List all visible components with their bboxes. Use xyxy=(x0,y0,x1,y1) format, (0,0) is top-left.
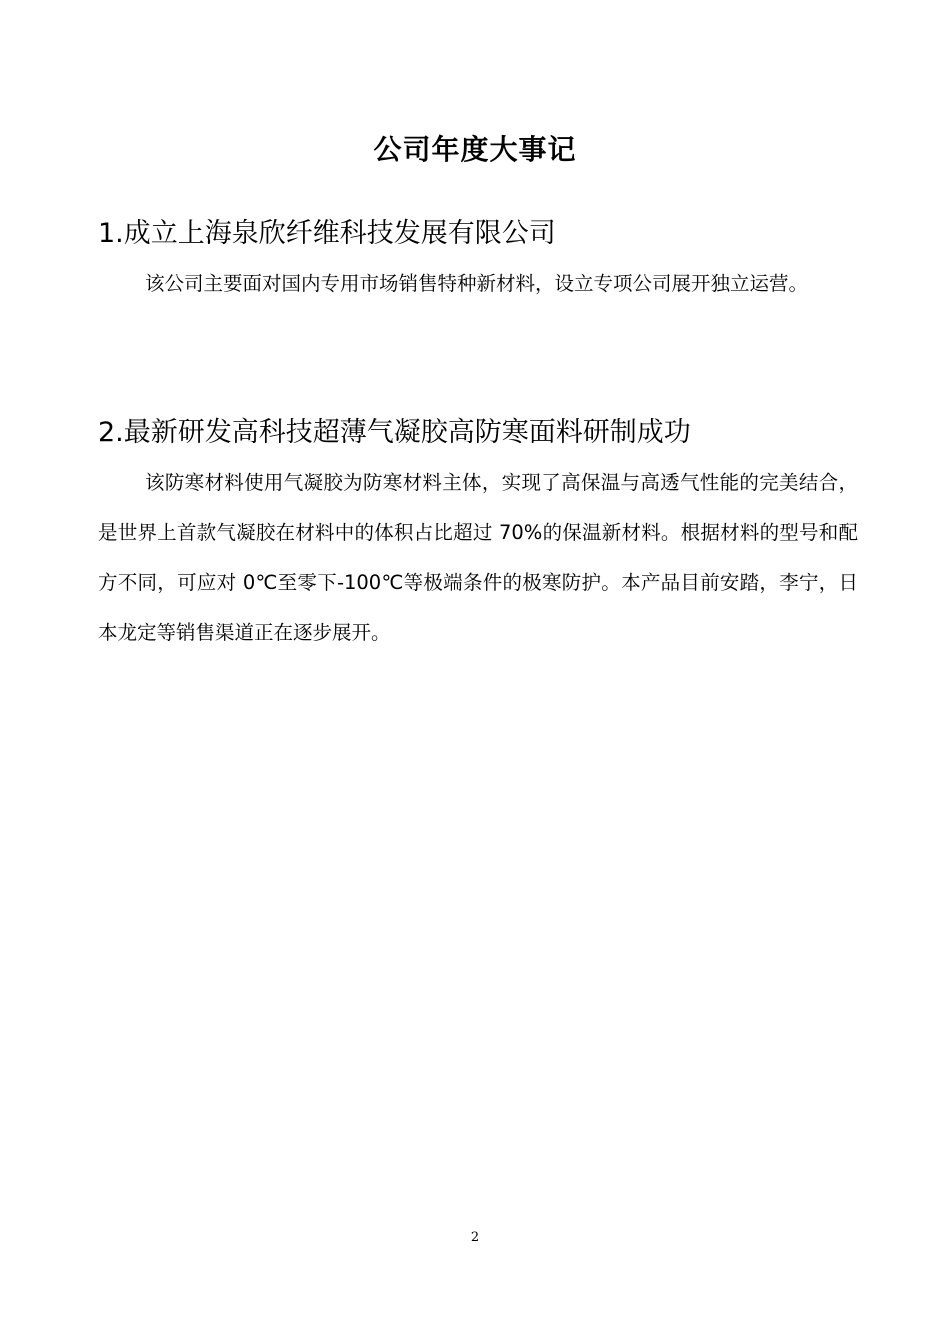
section-heading-1: 1.成立上海泉欣纤维科技发展有限公司 xyxy=(98,218,556,249)
page-title: 公司年度大事记 xyxy=(373,133,577,166)
page-number: 2 xyxy=(470,1230,480,1245)
section-heading-2: 2.最新研发高科技超薄气凝胶高防寒面料研制成功 xyxy=(98,417,691,448)
section-paragraph-1: 该公司主要面对国内专用市场销售特种新材料，设立专项公司展开独立运营。 xyxy=(145,272,809,295)
section-paragraph-2: 该防寒材料使用气凝胶为防寒材料主体，实现了高保温与高透气性能的完美结合，是世界上首款气凝胶在材料中的体积占比超过 70%的保温新材料。根据材料的型号和配方不同，可应对 0℃至零下-100℃等极端条件的极寒防护。本产品目前安踏，李宁，日本龙定等销售渠道正在逐步展开。 xyxy=(98,471,858,644)
